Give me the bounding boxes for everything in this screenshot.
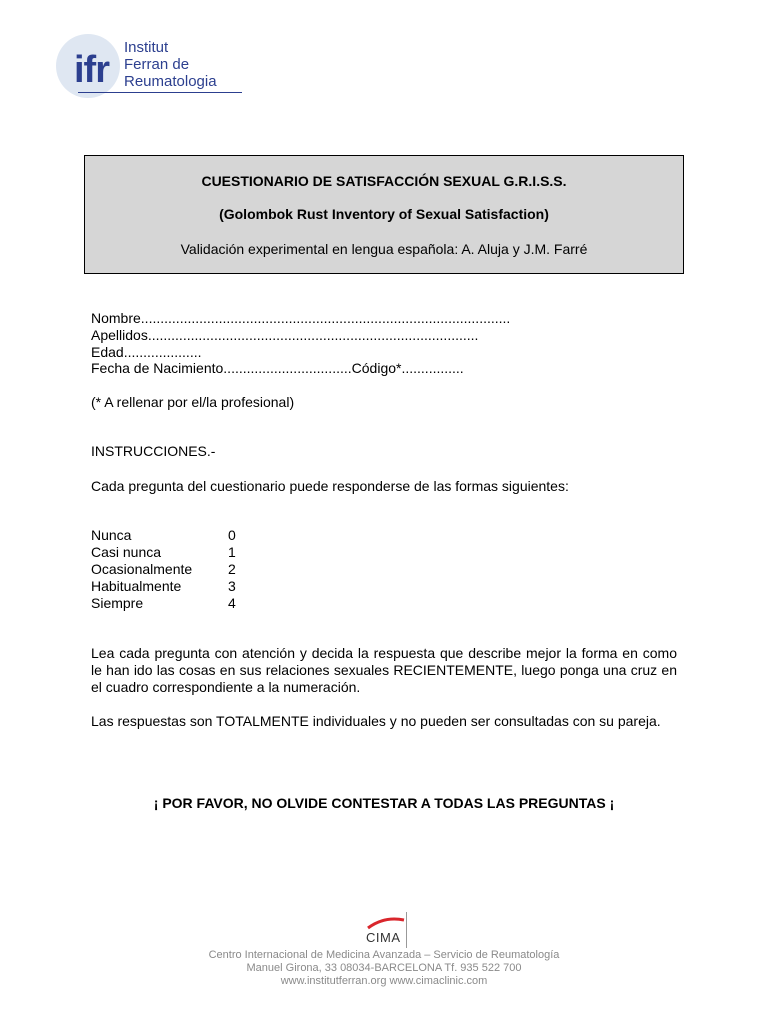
- field-nombre: Nombre...............................................................................................: [91, 310, 511, 326]
- footer-line-1: Centro Internacional de Medicina Avanzada – Servicio de Reumatología: [208, 949, 560, 961]
- scale-label: Habitualmente: [91, 578, 182, 594]
- field-edad: Edad....................: [91, 344, 202, 360]
- scale-value: 1: [228, 544, 236, 560]
- professional-note: (* A rellenar por el/la profesional): [91, 394, 295, 410]
- questionnaire-subtitle: (Golombok Rust Inventory of Sexual Satisfaction): [219, 206, 549, 222]
- cima-logo: [360, 912, 420, 948]
- logo-underline: [78, 92, 242, 93]
- scale-label: Ocasionalmente: [91, 561, 193, 577]
- logo-line-2: Ferran de: [124, 56, 190, 73]
- cima-wordmark: CIMA: [366, 930, 401, 945]
- instructions-intro: Cada pregunta del cuestionario puede responderse de las formas siguientes:: [91, 478, 569, 494]
- final-reminder: ¡ POR FAVOR, NO OLVIDE CONTESTAR A TODAS LAS PREGUNTAS ¡: [153, 795, 615, 811]
- cima-divider: [406, 912, 407, 948]
- scale-value: 0: [228, 527, 236, 543]
- scale-value: 3: [228, 578, 236, 594]
- header-box: [84, 155, 684, 274]
- scale-value: 2: [228, 561, 236, 577]
- institute-logo: [56, 32, 256, 102]
- logo-line-3: Reumatologia: [124, 73, 217, 90]
- cima-swoosh-icon: [366, 914, 406, 930]
- field-apellidos: Apellidos.....................................................................................: [91, 327, 479, 343]
- footer-websites: www.institutferran.org www.cimaclinic.com: [280, 975, 488, 987]
- scale-label: Nunca: [91, 527, 132, 543]
- instructions-paragraph-1: Lea cada pregunta con atención y decida la respuesta que describe mejor la forma en como le han ido las cosas en sus relaciones sexuales RECIENTEMENTE, luego ponga una cruz en el cuadro correspondiente a la numeración.: [91, 645, 677, 695]
- field-fecha-codigo: Fecha de Nacimiento.................................Código*................: [91, 360, 464, 376]
- scale-label: Siempre: [91, 595, 144, 611]
- logo-line-1: Institut: [124, 39, 169, 56]
- questionnaire-title: CUESTIONARIO DE SATISFACCIÓN SEXUAL G.R.I.S.S.: [201, 173, 567, 189]
- scale-value: 4: [228, 595, 236, 611]
- response-scale: [91, 527, 291, 617]
- logo-mark: ifr: [74, 49, 109, 91]
- instructions-heading: INSTRUCCIONES.-: [91, 443, 216, 459]
- instructions-paragraph-2: Las respuestas son TOTALMENTE individuales y no pueden ser consultadas con su pareja.: [91, 713, 661, 729]
- scale-label: Casi nunca: [91, 544, 162, 560]
- validation-text: Validación experimental en lengua española: A. Aluja y J.M. Farré: [180, 241, 588, 257]
- footer-address: Manuel Girona, 33 08034-BARCELONA Tf. 935 522 700: [246, 962, 522, 974]
